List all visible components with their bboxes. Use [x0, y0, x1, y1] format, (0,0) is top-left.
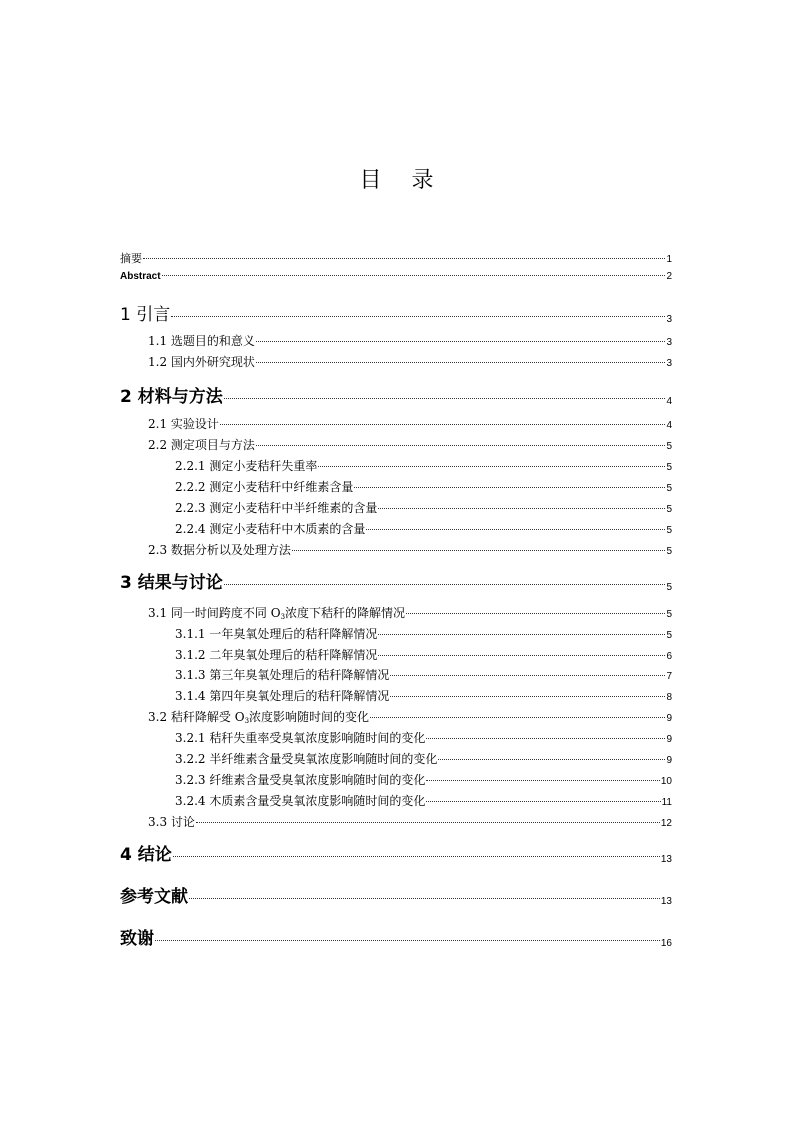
toc-entry-page: 11: [661, 797, 672, 808]
toc-entry-page: 9: [666, 734, 672, 745]
dot-leader: [378, 508, 665, 509]
toc-entry-2-2[interactable]: [148, 436, 672, 453]
toc-entry-label: 3.2.2 半纤维素含量受臭氧浓度影响随时间的变化: [175, 752, 438, 766]
toc-title-char-2: 录: [411, 168, 434, 193]
dot-leader: [378, 634, 665, 635]
toc-entry-label: 1.1 选题目的和意义: [148, 334, 255, 348]
dot-leader: [318, 466, 665, 467]
toc-entry-3-2-1[interactable]: [175, 729, 672, 746]
toc-entry-label: 3.2.3 纤维素含量受臭氧浓度影响随时间的变化: [175, 773, 426, 787]
toc-entry-label: Abstract: [120, 271, 161, 282]
toc-entry-label: 摘要: [120, 252, 142, 265]
toc-entry-label: 2.3 数据分析以及处理方法: [148, 543, 291, 557]
dot-leader: [155, 940, 660, 941]
toc-entry-label: 致谢: [120, 929, 154, 949]
toc-entry-page: 5: [666, 609, 672, 620]
toc-entry-label: 2.2.4 测定小麦秸秆中木质素的含量: [175, 522, 366, 536]
toc-entry-page: 2: [666, 271, 672, 282]
dot-leader: [426, 780, 660, 781]
toc-entry-page: 5: [666, 441, 672, 452]
toc-entry-3-1[interactable]: [148, 604, 672, 621]
toc-entry-label: 参考文献: [120, 887, 188, 907]
toc-entry-2-2-1[interactable]: [175, 457, 672, 474]
toc-entry-label: 2.2.1 测定小麦秸秆失重率: [175, 459, 318, 473]
dot-leader: [189, 898, 660, 899]
toc-entry-page: 5: [666, 483, 672, 494]
toc-entry-label: 3 结果与讨论: [120, 573, 223, 593]
toc-entry-chapter-4[interactable]: [120, 840, 672, 865]
toc-entry-1-1[interactable]: [148, 332, 672, 349]
dot-leader: [173, 856, 660, 857]
toc-entry-page: 16: [660, 938, 672, 949]
toc-entry-label: 3.2 秸秆降解受 $O_3$浓度影响随时间的变化: [148, 710, 370, 725]
toc-entry-label: 3.1.3 第三年臭氧处理后的秸秆降解情况: [175, 668, 390, 682]
dot-leader: [426, 801, 660, 802]
toc-entry-2-2-4[interactable]: [175, 520, 672, 537]
toc-entry-page: 5: [666, 582, 672, 593]
dot-leader: [143, 258, 665, 259]
dot-leader: [196, 822, 660, 823]
toc-entry-page: 7: [666, 671, 672, 682]
toc-title: [0, 166, 793, 196]
toc-entry-chapter-3[interactable]: [120, 568, 672, 593]
toc-entry-references[interactable]: [120, 882, 672, 907]
toc-entry-page: 3: [666, 358, 672, 369]
dot-leader: [224, 584, 666, 585]
toc-entry-page: 13: [660, 854, 672, 865]
dot-leader: [292, 550, 666, 551]
toc-entry-3-2[interactable]: [148, 708, 672, 725]
toc-entry-page: 4: [666, 396, 672, 407]
toc-entry-label: 2.2.2 测定小麦秸秆中纤维素含量: [175, 480, 354, 494]
dot-leader: [162, 275, 666, 276]
toc-entry-page: 5: [666, 630, 672, 641]
toc-entry-page: 5: [666, 462, 672, 473]
toc-entry-3-1-2[interactable]: [175, 646, 672, 663]
dot-leader: [366, 529, 665, 530]
toc-entry-label: 2.2.3 测定小麦秸秆中半纤维素的含量: [175, 501, 378, 515]
dot-leader: [370, 717, 665, 718]
toc-entry-3-1-3[interactable]: [175, 666, 672, 683]
dot-leader: [378, 655, 665, 656]
dot-leader: [171, 316, 665, 317]
toc-entry-page: 8: [666, 692, 672, 703]
toc-entry-page: 13: [660, 896, 672, 907]
dot-leader: [220, 424, 666, 425]
toc-entry-label: 2 材料与方法: [120, 387, 223, 407]
toc-entry-page: 4: [666, 420, 672, 431]
dot-leader: [438, 759, 665, 760]
toc-entry-chapter-1[interactable]: [120, 300, 672, 325]
dot-leader: [256, 445, 666, 446]
toc-entry-2-2-2[interactable]: [175, 478, 672, 495]
toc-entry-3-2-3[interactable]: [175, 771, 672, 788]
toc-entry-label: 1 引言: [120, 305, 171, 325]
dot-leader: [390, 675, 665, 676]
toc-entry-2-2-3[interactable]: [175, 499, 672, 516]
toc-entry-page: 5: [666, 525, 672, 536]
toc-entry-page: 9: [666, 755, 672, 766]
dot-leader: [256, 341, 666, 342]
toc-entry-label: 3.1.1 一年臭氧处理后的秸秆降解情况: [175, 627, 378, 641]
dot-leader: [406, 613, 665, 614]
toc-entry-page: 5: [666, 504, 672, 515]
toc-entry-page: 3: [666, 314, 672, 325]
toc-entry-page: 1: [666, 254, 672, 265]
toc-entry-page: 9: [666, 713, 672, 724]
toc-entry-label: 1.2 国内外研究现状: [148, 355, 255, 369]
toc-entry-page: 12: [660, 818, 672, 829]
toc-entry-label: 3.1.4 第四年臭氧处理后的秸秆降解情况: [175, 689, 390, 703]
toc-entry-acknowledgements[interactable]: [120, 924, 672, 949]
toc-entry-3-2-4[interactable]: [175, 792, 672, 809]
toc-entry-1-2[interactable]: [148, 353, 672, 370]
toc-entry-page: 10: [660, 776, 672, 787]
toc-entry-2-1[interactable]: [148, 415, 672, 432]
toc-entry-abstract-en[interactable]: [120, 271, 672, 282]
toc-entry-chapter-2[interactable]: [120, 382, 672, 407]
toc-entry-label: 4 结论: [120, 845, 172, 865]
toc-title-char-1: 目: [359, 168, 382, 193]
toc-entry-label: 3.2.4 木质素含量受臭氧浓度影响随时间的变化: [175, 794, 426, 808]
dot-leader: [224, 398, 666, 399]
toc-entry-3-3[interactable]: [148, 813, 672, 830]
toc-entry-label: 3.1 同一时间跨度不同 $O_3$浓度下秸秆的降解情况: [148, 606, 406, 621]
toc-entry-3-1-1[interactable]: [175, 625, 672, 642]
dot-leader: [390, 696, 665, 697]
toc-entry-page: 3: [666, 337, 672, 348]
toc-entry-3-1-4[interactable]: [175, 687, 672, 704]
toc-entry-label: 3.1.2 二年臭氧处理后的秸秆降解情况: [175, 648, 378, 662]
toc-entry-page: 5: [666, 546, 672, 557]
dot-leader: [426, 738, 665, 739]
toc-entry-page: 6: [666, 651, 672, 662]
toc-entry-2-3[interactable]: [148, 541, 672, 558]
toc-entry-label: 3.2.1 秸秆失重率受臭氧浓度影响随时间的变化: [175, 731, 426, 745]
dot-leader: [256, 362, 666, 363]
toc-entry-label: 2.1 实验设计: [148, 417, 219, 431]
dot-leader: [354, 487, 665, 488]
toc-entry-label: 3.3 讨论: [148, 815, 195, 829]
toc-entry-abstract-cn[interactable]: [120, 250, 672, 266]
toc-entry-3-2-2[interactable]: [175, 750, 672, 767]
toc-entry-label: 2.2 测定项目与方法: [148, 438, 255, 452]
